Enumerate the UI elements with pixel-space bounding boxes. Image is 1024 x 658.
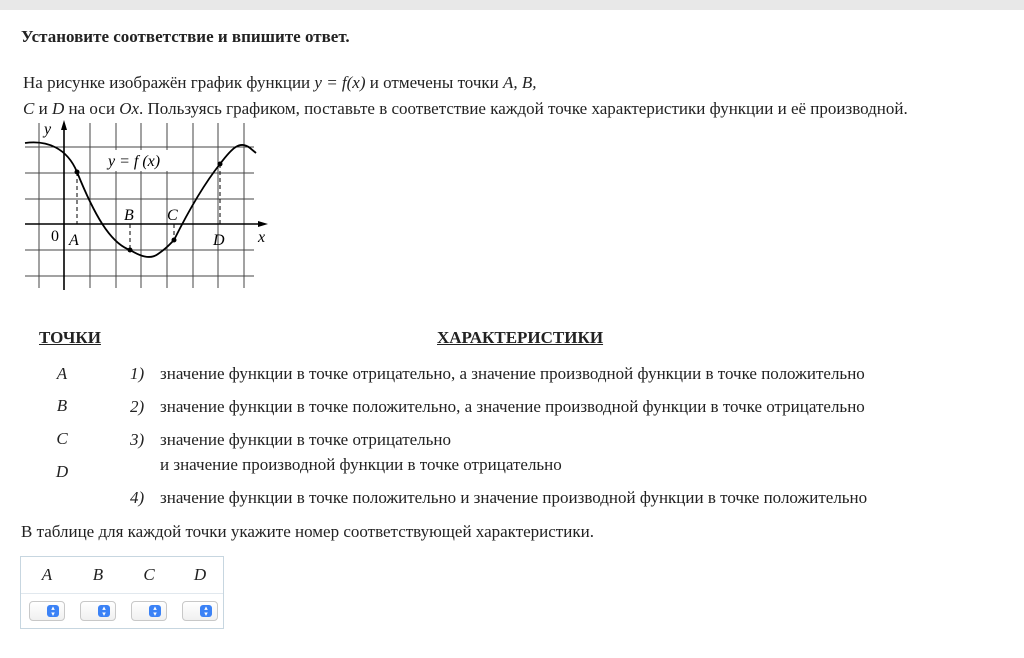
point-label-c: C — [167, 207, 178, 224]
points-header: ТОЧКИ — [39, 328, 101, 347]
function-formula: y = f(x) — [314, 73, 366, 92]
chevron-up-down-icon: ▴ ▾ — [47, 605, 59, 617]
characteristic-number-3: 3) — [130, 430, 145, 449]
graph-axes — [25, 120, 268, 290]
answer-header-d: D — [193, 565, 207, 584]
problem-text: на оси — [64, 99, 120, 118]
top-bar — [0, 0, 1024, 10]
point-label-d: D — [213, 232, 225, 249]
problem-text: и — [34, 99, 52, 118]
characteristic-text-3: значение функции в точке отрицательно — [160, 430, 452, 449]
task-title: Установите соответствие и впишите ответ. — [21, 27, 350, 46]
chevron-up-down-icon: ▴ ▾ — [98, 605, 110, 617]
answer-select-d[interactable] — [182, 601, 218, 621]
function-label: y = f (x) — [108, 153, 161, 170]
origin-label: 0 — [51, 228, 59, 245]
answer-row-divider — [21, 593, 223, 594]
point-item-b: B — [56, 396, 68, 415]
characteristic-text-1: значение функции в точке отрицательно, а значение производной функции в точке положительно — [160, 364, 865, 383]
characteristic-number-4: 4) — [130, 488, 145, 507]
problem-statement — [23, 70, 908, 122]
point-item-c: C — [56, 429, 68, 448]
chevron-up-down-icon: ▴ ▾ — [200, 605, 212, 617]
graph-grid — [25, 123, 254, 288]
graph-dashed-guides — [77, 164, 220, 250]
answer-header-a: A — [41, 565, 53, 584]
x-axis-label: x — [258, 229, 266, 246]
characteristic-number-2: 2) — [130, 397, 145, 416]
answer-header-c: C — [143, 565, 155, 584]
point-name-c: C — [23, 99, 35, 118]
instruction-text: В таблице для каждой точки укажите номер соответствующей характеристики. — [21, 522, 594, 541]
point-item-a: A — [56, 364, 68, 383]
answer-select-b[interactable] — [80, 601, 116, 621]
point-names: A, B, — [503, 73, 537, 92]
answer-select-a[interactable] — [29, 601, 65, 621]
problem-text: На рисунке изображён график функции — [23, 73, 315, 92]
characteristic-text-4: значение функции в точке положительно и значение производной функции в точке положительно — [160, 488, 868, 507]
point-label-b: B — [124, 207, 134, 224]
problem-text: и отмечены точки — [365, 73, 503, 92]
chevron-up-down-icon: ▴ ▾ — [149, 605, 161, 617]
point-item-d: D — [55, 462, 69, 481]
point-label-a: A — [69, 232, 79, 249]
point-name-d: D — [51, 99, 65, 118]
answer-select-c[interactable] — [131, 601, 167, 621]
characteristic-text-3-line-2: и значение производной функции в точке отрицательно — [160, 455, 562, 474]
answer-table — [20, 556, 224, 629]
problem-text: . Пользуясь графиком, поставьте в соответствие каждой точке характеристики функции и её производной. — [139, 99, 908, 118]
characteristics-header: ХАРАКТЕРИСТИКИ — [437, 328, 604, 347]
answer-header-b: B — [92, 565, 104, 584]
characteristic-number-1: 1) — [130, 364, 145, 383]
axis-name: Ox — [119, 99, 140, 118]
function-graph — [22, 118, 272, 293]
graph-points — [75, 162, 223, 253]
problem-line-1 — [23, 70, 908, 96]
characteristic-text-2: значение функции в точке положительно, а значение производной функции в точке отрицательно — [160, 397, 865, 416]
y-axis-label: y — [44, 121, 52, 138]
